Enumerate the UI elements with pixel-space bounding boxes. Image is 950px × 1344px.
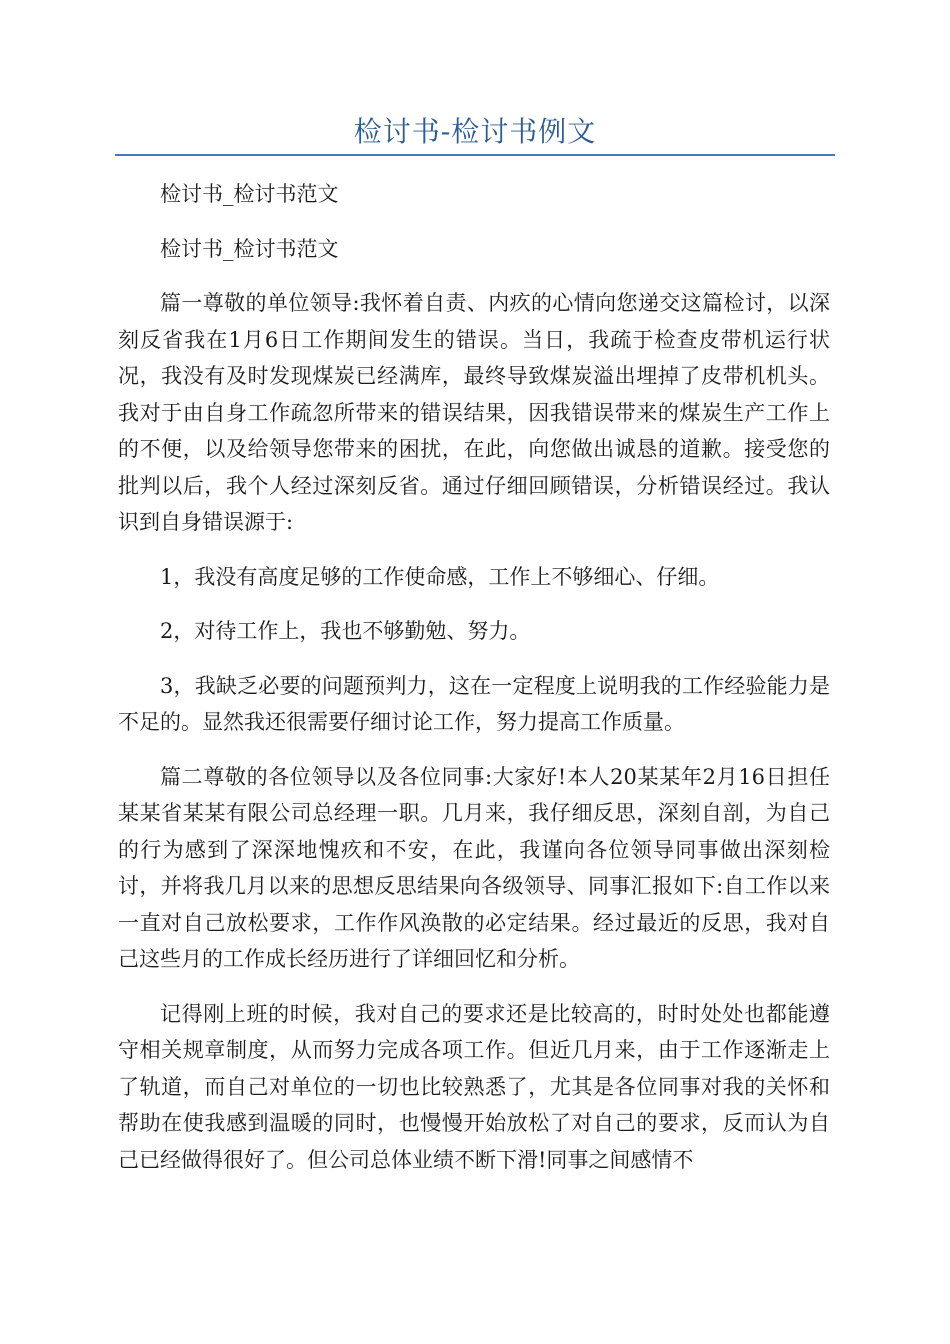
document-title: 检讨书-检讨书例文: [353, 115, 597, 148]
list-item-2: 2，对待工作上，我也不够勤勉、努力。: [160, 619, 531, 643]
paragraph-part-two: 篇二尊敬的各位领导以及各位同事:大家好!本人20某某年2月16日担任某某省某某有限公司总经理一职。几月来，我仔细反思，深刻自剖，为自己的行为感到了深深地愧疚和不安，在此，我谨向各位领导同事做出深刻检讨，并将我几月以来的思想反思结果向各级领导、同事汇报如下:自工作以来一直对自己放松要求，工作作风涣散的必定结果。经过最近的反思，我对自己这些月的工作成长经历进行了详细回忆和分析。: [118, 764, 830, 971]
title-underline: [115, 154, 835, 156]
paragraph-reflection: 记得刚上班的时候，我对自己的要求还是比较高的，时时处处也都能遵守相关规章制度，从而努力完成各项工作。但近几月来，由于工作逐渐走上了轨道，而自己对单位的一切也比较熟悉了，尤其是各位同事对我的关怀和帮助在使我感到温暖的同时，也慢慢开始放松了对自己的要求，反而认为自己已经做得很好了。但公司总体业绩不断下滑!同事之间感情不: [118, 1001, 830, 1172]
paragraph-part-one: 篇一尊敬的单位领导:我怀着自责、内疚的心情向您递交这篇检讨，以深刻反省我在1月6日工作期间发生的错误。当日，我疏于检查皮带机运行状况，我没有及时发现煤炭已经满库，最终导致煤炭溢出埋掉了皮带机机头。我对于由自身工作疏忽所带来的错误结果，因我错误带来的煤炭生产工作上的不便，以及给领导您带来的困扰，在此，向您做出诚恳的道歉。接受您的批判以后，我个人经过深刻反省。通过仔细回顾错误，分析错误经过。我认识到自身错误源于:: [118, 291, 830, 534]
subtitle-line-1: 检讨书_检讨书范文: [160, 182, 339, 206]
list-item-3: 3，我缺乏必要的问题预判力，这在一定程度上说明我的工作经验能力是不足的。显然我还很需要仔细讨论工作，努力提高工作质量。: [118, 673, 830, 734]
list-item-1: 1，我没有高度足够的工作使命感，工作上不够细心、仔细。: [160, 564, 720, 589]
document-body: [118, 176, 830, 1196]
subtitle-line-2: 检讨书_检讨书范文: [160, 236, 339, 261]
